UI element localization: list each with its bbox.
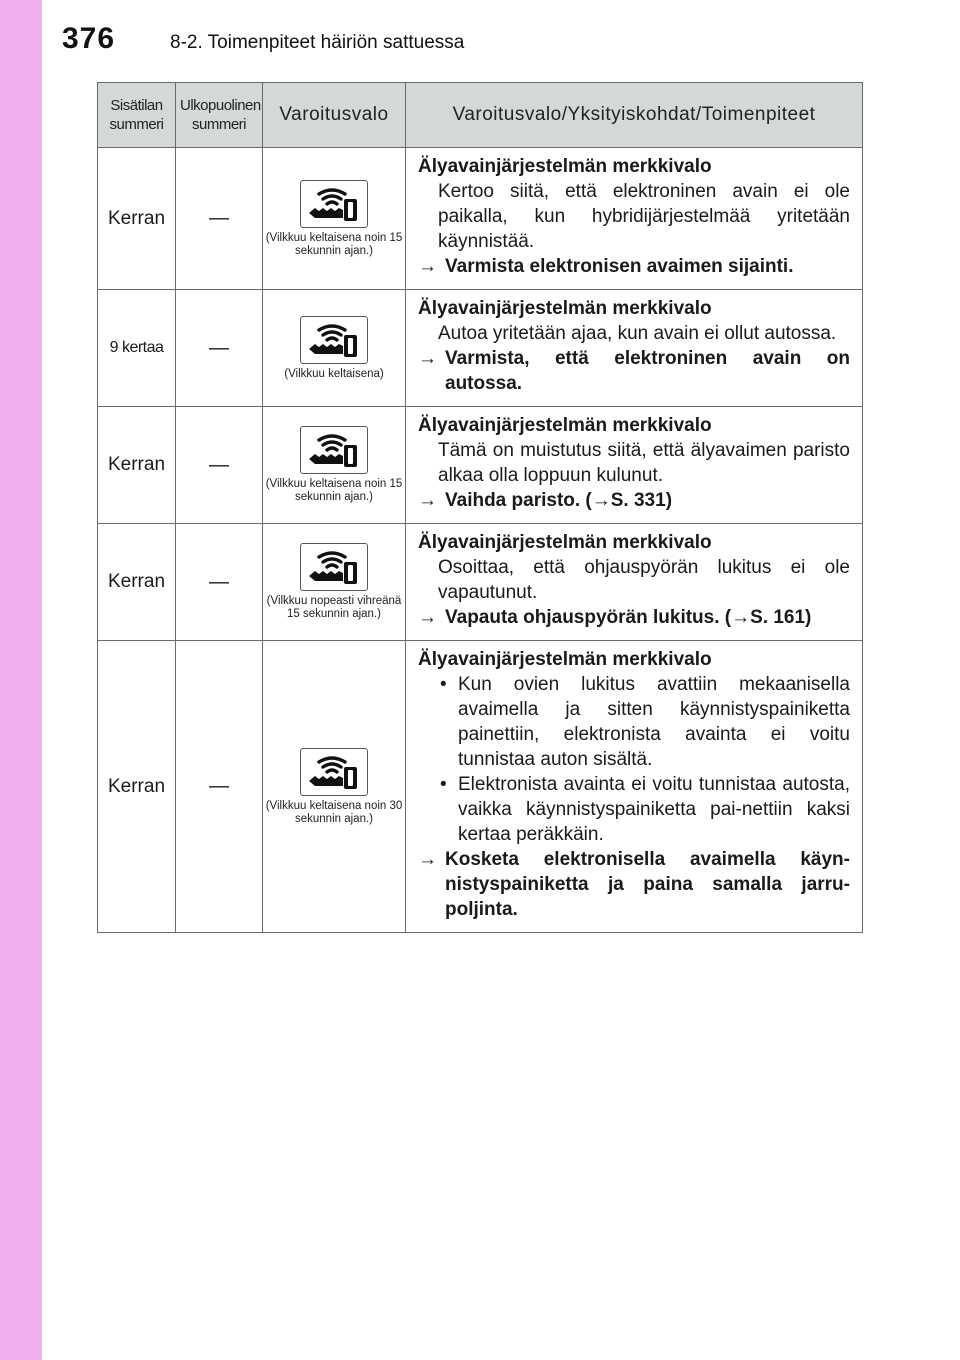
smart-key-warning-icon [305, 753, 363, 791]
action-text: Vapauta ohjauspyörän lukitus. (→S. 161) [445, 607, 812, 628]
table-row [98, 641, 863, 933]
table-row [98, 524, 863, 641]
warning-table [97, 82, 863, 933]
details-cell [406, 407, 863, 524]
interior-buzzer-cell: Kerran [98, 641, 176, 933]
smart-key-warning-icon [305, 548, 363, 586]
smart-key-warning-icon [305, 431, 363, 469]
page-number: 376 [62, 22, 116, 55]
interior-buzzer-cell: Kerran [98, 148, 176, 290]
interior-buzzer-cell: Kerran [98, 524, 176, 641]
section-title: 8-2. Toimenpiteet häiriön sattuessa [170, 32, 465, 53]
description-text: Autoa yritetään ajaa, kun avain ei ollut autossa. [438, 323, 837, 344]
indicator-title: Älyavainjärjestelmän merkkivalo [418, 298, 712, 319]
header-interior-buzzer: Sisätilan summeri [98, 83, 176, 148]
arrow-right-icon: → [418, 607, 437, 628]
indicator-title: Älyavainjärjestelmän merkkivalo [418, 415, 712, 436]
table-row [98, 407, 863, 524]
indicator-title: Älyavainjärjestelmän merkkivalo [418, 649, 712, 670]
interior-buzzer-cell: Kerran [98, 407, 176, 524]
header-exterior-buzzer: Ulkopuolinen summeri [176, 83, 263, 148]
warning-light-cell [263, 290, 406, 407]
arrow-right-icon: → [418, 490, 437, 511]
action-line [418, 254, 850, 279]
indicator-frame [300, 543, 368, 591]
bullet-list [418, 672, 850, 847]
table-header-row [98, 83, 863, 148]
table-row [98, 290, 863, 407]
header-details: Varoitusvalo/Yksityiskohdat/Toimenpiteet [406, 83, 863, 148]
indicator-caption: (Vilkkuu keltaisena) [284, 367, 384, 380]
indicator-caption: (Vilkkuu nopeasti vihreänä 15 sekunnin ajan.) [266, 595, 402, 620]
description-text: Kertoo siitä, että elektroninen avain ei ole paikalla, kun hybridijärjestelmää yritetään käynnistää. [438, 181, 850, 252]
exterior-buzzer-cell: — [176, 148, 263, 290]
indicator-frame [300, 748, 368, 796]
exterior-buzzer-cell: — [176, 524, 263, 641]
smart-key-warning-icon [305, 321, 363, 359]
indicator-title: Älyavainjärjestelmän merkkivalo [418, 156, 712, 177]
indicator-frame [300, 316, 368, 364]
details-cell [406, 290, 863, 407]
arrow-right-icon: → [418, 849, 437, 870]
details-cell [406, 641, 863, 933]
bullet-icon: • [440, 774, 447, 795]
action-line [418, 605, 850, 630]
details-cell [406, 148, 863, 290]
bullet-text: Kun ovien lukitus avattiin mekaanisella avaimella ja sitten käynnistyspainiketta painettiin, elektronista avainta ei voitu tunnistaa auton sisältä. [458, 674, 850, 770]
action-line [418, 488, 850, 513]
exterior-buzzer-cell: — [176, 641, 263, 933]
indicator-caption: (Vilkkuu keltaisena noin 30 sekunnin ajan.) [265, 799, 403, 825]
description-text: Osoittaa, että ohjauspyörän lukitus ei ole vapautunut. [438, 557, 850, 603]
warning-light-cell [263, 148, 406, 290]
warning-light-cell [263, 641, 406, 933]
bullet-text: Elektronista avainta ei voitu tunnistaa autosta, vaikka käynnistyspainiketta pai-nettiin kaksi kertaa peräkkäin. [458, 774, 850, 845]
exterior-buzzer-cell: — [176, 407, 263, 524]
table-row [98, 148, 863, 290]
list-item [418, 772, 850, 847]
header-warning-light: Varoitusvalo [263, 83, 406, 148]
warning-light-cell [263, 407, 406, 524]
exterior-buzzer-cell: — [176, 290, 263, 407]
arrow-right-icon: → [418, 256, 437, 277]
action-text: Kosketa elektronisella avaimella käyn-nistyspainiketta ja paina samalla jarru-poljinta. [445, 849, 850, 920]
interior-buzzer-cell: 9 kertaa [98, 290, 176, 407]
arrow-right-icon: → [418, 348, 437, 369]
list-item [418, 672, 850, 772]
indicator-caption: (Vilkkuu keltaisena noin 15 sekunnin ajan.) [265, 231, 403, 257]
chapter-color-strip [0, 0, 42, 1360]
action-line [418, 847, 850, 922]
indicator-frame [300, 426, 368, 474]
smart-key-warning-icon [305, 185, 363, 223]
warning-light-cell [263, 524, 406, 641]
indicator-frame [300, 180, 368, 228]
action-text: Varmista elektronisen avaimen sijainti. [445, 256, 794, 277]
indicator-caption: (Vilkkuu keltaisena noin 15 sekunnin ajan.) [265, 478, 403, 503]
details-cell [406, 524, 863, 641]
description-text: Tämä on muistutus siitä, että älyavaimen paristo alkaa olla loppuun kulunut. [438, 440, 850, 486]
action-text: Vaihda paristo. (→S. 331) [445, 490, 673, 511]
action-line [418, 346, 850, 396]
indicator-title: Älyavainjärjestelmän merkkivalo [418, 532, 712, 553]
action-text: Varmista, että elektroninen avain on autossa. [445, 348, 850, 394]
bullet-icon: • [440, 674, 447, 695]
